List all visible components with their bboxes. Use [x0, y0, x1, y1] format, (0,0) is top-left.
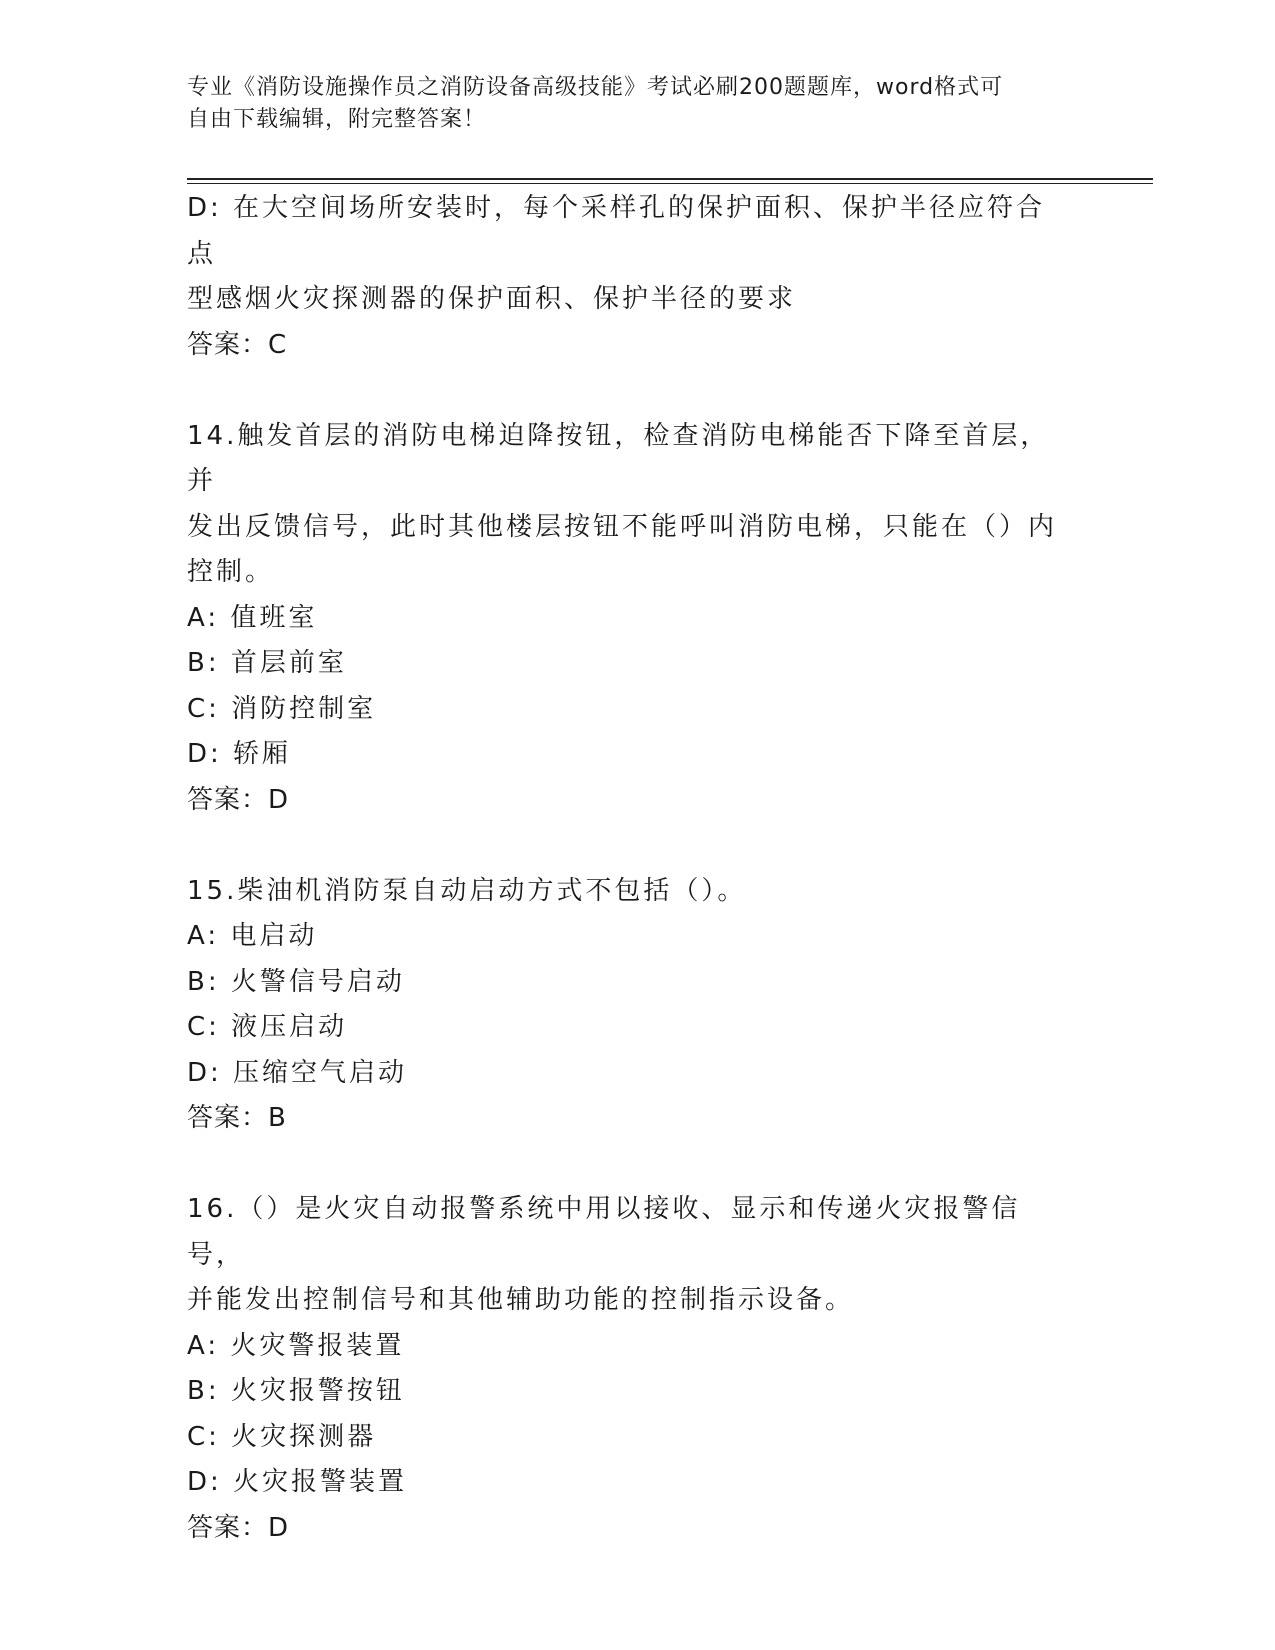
- spacer: [187, 1142, 1067, 1188]
- option-c: C: 火灾探测器: [187, 1421, 377, 1452]
- option-a: A: 电启动: [187, 921, 318, 951]
- spacer: [187, 823, 1067, 869]
- option-d: D: 压缩空气启动: [187, 1057, 408, 1088]
- document-header: [187, 72, 1087, 136]
- option-b: B: 首层前室: [187, 648, 347, 678]
- option-b: B: 火警信号启动: [187, 966, 405, 997]
- option-a: A: 值班室: [187, 602, 318, 633]
- question-16: [187, 1187, 1067, 1551]
- option-d-line-2: 型感烟火灾探测器的保护面积、保护半径的要求: [187, 284, 797, 314]
- option-d-line-1: D: 在大空间场所安装时，每个采样孔的保护面积、保护半径应符合点: [187, 193, 1046, 269]
- question-stem-line: 14.触发首层的消防电梯迫降按钮，检查消防电梯能否下降至首层，并: [187, 420, 1050, 496]
- header-divider-thin: [187, 183, 1153, 184]
- question-14: [187, 414, 1067, 824]
- answer-14: 答案：D: [187, 784, 290, 815]
- answer-15: 答案：B: [187, 1103, 287, 1133]
- header-line-1: 专业《消防设施操作员之消防设备高级技能》考试必刷200题题库，word格式可: [187, 75, 1004, 100]
- option-a: A: 火灾警报装置: [187, 1330, 405, 1361]
- spacer: [187, 368, 1067, 414]
- answer-13: 答案：C: [187, 329, 288, 360]
- option-d: D: 火灾报警装置: [187, 1467, 408, 1497]
- question-stem-line: 控制。: [187, 557, 275, 587]
- option-c: C: 消防控制室: [187, 693, 377, 724]
- question-stem-line: 16.（）是火灾自动报警系统中用以接收、显示和传递火灾报警信号，: [187, 1194, 1021, 1270]
- option-d: D: 轿厢: [187, 739, 292, 769]
- question-13-continued: [187, 186, 1067, 368]
- question-content: [187, 186, 1067, 1551]
- question-15: [187, 869, 1067, 1142]
- question-stem-line: 15.柴油机消防泵自动启动方式不包括（）。: [187, 875, 747, 906]
- option-c: C: 液压启动: [187, 1012, 348, 1042]
- answer-16: 答案：D: [187, 1512, 290, 1543]
- question-stem-line: 并能发出控制信号和其他辅助功能的控制指示设备。: [187, 1285, 855, 1315]
- header-line-2: 自由下载编辑，附完整答案！: [187, 107, 487, 132]
- option-b: B: 火灾报警按钮: [187, 1376, 405, 1406]
- header-divider-thick: [187, 178, 1153, 180]
- question-stem-line: 发出反馈信号，此时其他楼层按钮不能呼叫消防电梯，只能在（）内: [187, 511, 1058, 542]
